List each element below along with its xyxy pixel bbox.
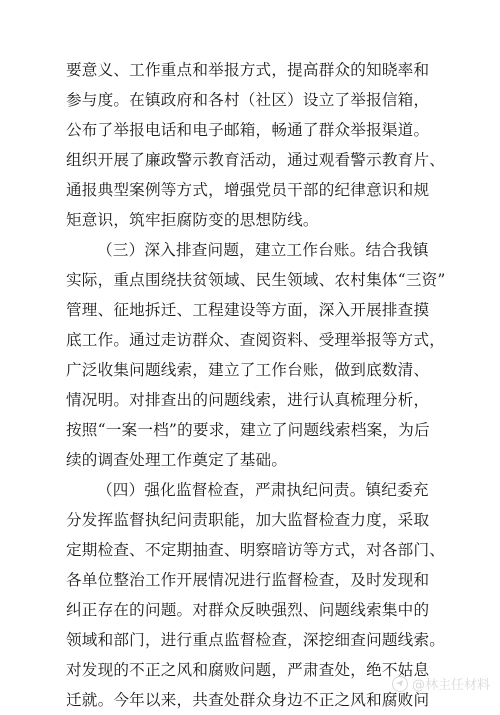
text-line: 组织开展了廉政警示教育活动，通过观看警示教育片、: [66, 151, 446, 169]
watermark: [392, 674, 490, 693]
text-line: 管理、征地拆迁、工程建设等方面，深入开展排查摸: [66, 301, 430, 319]
text-line: 矩意识，筑牢拒腐防变的思想防线。: [66, 211, 319, 229]
text-line: 通报典型案例等方式，增强党员干部的纪律意识和规: [66, 181, 430, 199]
text-line: 要意义、工作重点和举报方式，提高群众的知晓率和: [66, 61, 430, 79]
text-line: 实际，重点围绕扶贫领域、民生领域、农村集体“三资”: [66, 271, 446, 289]
text-line: 参与度。在镇政府和各村（社区）设立了举报信箱，: [66, 91, 430, 109]
text-line: 迁就。今年以来，共查处群众身边不正之风和腐败问: [66, 691, 430, 709]
document-body: [66, 55, 456, 715]
text-line: 按照“一案一档”的要求，建立了问题线索档案，为后: [66, 421, 430, 439]
text-line: 续的调查处理工作奠定了基础。: [66, 451, 288, 469]
toutiao-logo-icon: [392, 676, 408, 692]
text-line: 底工作。通过走访群众、查阅资料、受理举报等方式，: [66, 331, 446, 349]
section-heading-line: （四）强化监督检查，严肃执纪问责。镇纪委充: [97, 481, 429, 499]
text-line: 定期检查、不定期抽查、明察暗访等方式，对各部门、: [66, 541, 446, 559]
text-line: 分发挥监督执纪问责职能，加大监督检查力度，采取: [66, 511, 430, 529]
text-line: 各单位整治工作开展情况进行监督检查，及时发现和: [66, 571, 430, 589]
section-heading-line: （三）深入排查问题，建立工作台账。结合我镇: [97, 241, 429, 259]
text-line: 领域和部门，进行重点监督检查，深挖细查问题线索。: [66, 631, 446, 649]
text-line: 广泛收集问题线索，建立了工作台账，做到底数清、: [66, 361, 430, 379]
text-line: 公布了举报电话和电子邮箱，畅通了群众举报渠道。: [66, 121, 430, 139]
text-line: 纠正存在的问题。对群众反映强烈、问题线索集中的: [66, 601, 430, 619]
text-line: 情况明。对排查出的问题线索，进行认真梳理分析，: [66, 391, 430, 409]
text-line: 对发现的不正之风和腐败问题，严肃查处，绝不姑息: [66, 661, 430, 679]
watermark-text: @林主任材料: [411, 678, 490, 693]
